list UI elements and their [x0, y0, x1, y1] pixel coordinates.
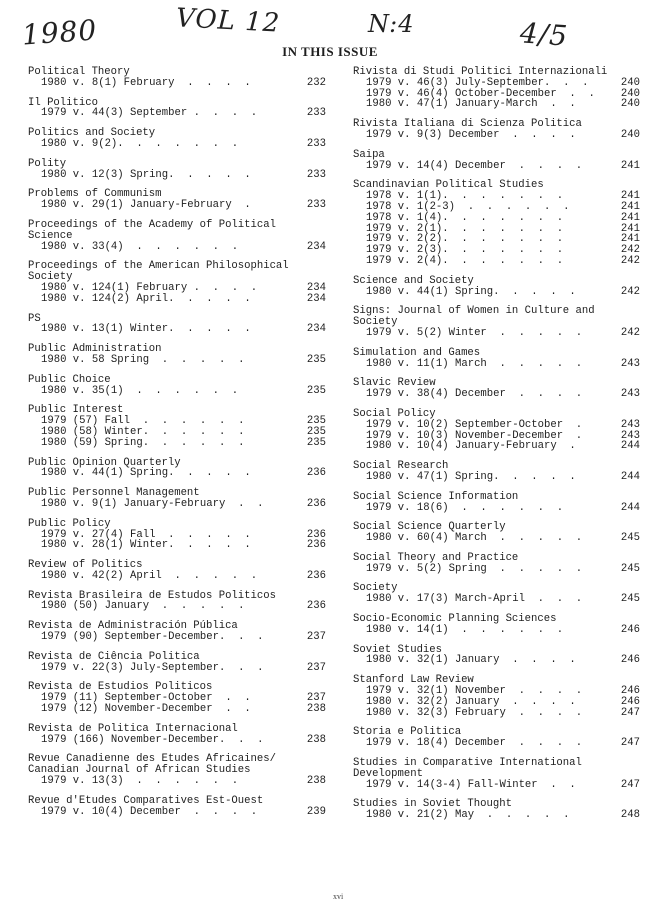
issue-line — [28, 735, 326, 746]
page-number: 241 — [620, 222, 640, 235]
issue-text: 1980 v. 60(4) March . . . . . — [366, 532, 583, 545]
page-heading: IN THIS ISSUE — [282, 44, 378, 59]
journal-entry — [28, 189, 326, 211]
page-number: 246 — [620, 654, 640, 667]
issue-text: 1978 v. 1(4). . . . . . . — [366, 211, 564, 224]
journal-entry — [353, 799, 640, 821]
journal-entry — [28, 220, 326, 252]
issue-text: 1979 v. 2(4). . . . . . . — [366, 254, 564, 267]
page-number: 243 — [620, 418, 640, 431]
journal-title: Signs: Journal of Women in Culture and Society — [353, 305, 595, 329]
journal-title: Studies in Soviet Thought — [353, 798, 512, 811]
journal-title: Problems of Communism — [28, 188, 162, 201]
journal-title: Proceedings of the Academy of Political Science — [28, 218, 276, 242]
issue-text: 1979 v. 38(4) December . . . . — [366, 388, 583, 401]
journal-entry — [28, 591, 326, 613]
issue-line — [353, 810, 640, 821]
page-number: 235 — [306, 353, 326, 366]
issue-text: 1978 v. 1(1). . . . . . . — [366, 190, 564, 203]
page-number: 246 — [620, 695, 640, 708]
page-number: 240 — [620, 76, 640, 89]
journal-entry — [28, 405, 326, 448]
page-number: 234 — [306, 240, 326, 253]
journal-title: Polity — [28, 157, 67, 170]
journal-entry — [353, 492, 640, 514]
journal-title: Public Opinion Quarterly — [28, 456, 181, 469]
issue-text: 1980 v. 32(1) January . . . . — [366, 654, 576, 667]
journal-entry — [28, 560, 326, 582]
journal-entry — [28, 314, 326, 336]
issue-text: 1979 v. 13(3) . . . . . . — [41, 775, 239, 788]
journal-title: Simulation and Games — [353, 346, 481, 359]
issue-line — [28, 571, 326, 582]
issue-text: 1980 v. 42(2) April . . . . . — [41, 569, 258, 582]
page-number: 243 — [620, 388, 640, 401]
journal-title: Political Theory — [28, 66, 130, 78]
page-number: 232 — [306, 76, 326, 89]
issue-line — [28, 632, 326, 643]
issue-line — [353, 420, 640, 431]
page-number: 243 — [620, 429, 640, 442]
issue-line — [28, 386, 326, 397]
issue-text: 1979 v. 44(3) September . . . . — [41, 107, 258, 120]
issue-line — [28, 170, 326, 181]
journal-title: Soviet Studies — [353, 643, 443, 656]
issue-line — [28, 704, 326, 715]
journal-title: Politics and Society — [28, 127, 156, 140]
issue-text: 1980 v. 17(3) March-April . . . — [366, 593, 583, 606]
issue-text: 1979 v. 14(4) December . . . . — [366, 159, 583, 172]
issue-text: 1979 v. 14(3-4) Fall-Winter . . — [366, 778, 576, 791]
issue-text: 1980 v. 47(1) January-March . . — [366, 98, 576, 111]
issue-text: 1979 (12) November-December . . — [41, 703, 251, 716]
journal-title: Revue d'Etudes Comparatives Est-Ouest — [28, 794, 264, 807]
issue-line — [353, 130, 640, 141]
journal-title: Revista de Politica Internacional — [28, 722, 238, 735]
issue-text: 1980 v. 8(1) February . . . . — [41, 76, 251, 89]
page-number: 236 — [306, 497, 326, 510]
issue-text: 1979 (11) September-October . . — [41, 692, 251, 705]
page-number: 240 — [620, 128, 640, 141]
issue-line — [28, 78, 326, 89]
page-number: 236 — [306, 539, 326, 552]
issue-line — [353, 472, 640, 483]
journal-entry — [353, 583, 640, 605]
issue-text: 1979 v. 27(4) Fall . . . . . — [41, 528, 251, 541]
issue-text: 1979 (57) Fall . . . . . . — [41, 415, 245, 428]
journal-entry — [28, 754, 326, 786]
journal-entry — [353, 348, 640, 370]
issue-text: 1979 (90) September-December. . . — [41, 631, 264, 644]
page-number: 247 — [620, 737, 640, 750]
journal-title: Science and Society — [353, 274, 474, 287]
issue-text: 1979 v. 10(4) December . . . . — [41, 805, 258, 818]
issue-line — [28, 324, 326, 335]
issue-text: 1980 (50) January . . . . . — [41, 600, 245, 613]
journal-entry — [28, 98, 326, 120]
page-number: 248 — [620, 809, 640, 822]
journal-entry — [353, 522, 640, 544]
page-number: 241 — [620, 211, 640, 224]
handwritten-volume: VOL 12 — [175, 3, 281, 39]
page-number: 242 — [620, 326, 640, 339]
page-number: 241 — [620, 159, 640, 172]
issue-text: 1980 v. 28(1) Winter. . . . . — [41, 539, 251, 552]
journal-title: Social Research — [353, 460, 449, 473]
page-number: 233 — [306, 199, 326, 212]
journal-title: Socio-Economic Planning Sciences — [353, 613, 557, 626]
issue-text: 1980 v. 33(4) . . . . . . — [41, 240, 239, 253]
journal-title: Il Politico — [28, 96, 98, 109]
journal-title: Rivista di Studi Politici Internazionali — [353, 66, 608, 78]
journal-entry — [353, 378, 640, 400]
page-number: 234 — [306, 281, 326, 294]
issue-text: 1979 (166) November-December. . . — [41, 733, 264, 746]
issue-line — [353, 533, 640, 544]
page-number: 233 — [306, 107, 326, 120]
page-number: 245 — [620, 593, 640, 606]
issue-line — [353, 625, 640, 636]
page-number: 235 — [306, 415, 326, 428]
journal-entry — [28, 375, 326, 397]
journal-title: Public Personnel Management — [28, 487, 200, 500]
page-number: 243 — [620, 357, 640, 370]
issue-line — [353, 328, 640, 339]
issue-line — [353, 564, 640, 575]
page-number: 244 — [620, 440, 640, 453]
page-number: 237 — [306, 661, 326, 674]
issue-text: 1979 v. 5(2) Winter . . . . . — [366, 326, 583, 339]
page-number: 246 — [620, 623, 640, 636]
issue-line — [353, 99, 640, 110]
issue-line — [353, 78, 640, 89]
issue-text: 1979 v. 5(2) Spring . . . . . — [366, 562, 583, 575]
journal-title: Slavic Review — [353, 377, 436, 390]
journal-entry — [353, 67, 640, 110]
journal-entry — [353, 675, 640, 718]
page-number: 242 — [620, 254, 640, 267]
issue-line — [28, 807, 326, 818]
page-number: 235 — [306, 425, 326, 438]
issue-line — [353, 441, 640, 452]
issue-text: 1978 v. 1(2-3) . . . . . . — [366, 200, 570, 213]
journal-title: Storia e Politica — [353, 726, 462, 739]
journal-title: PS — [28, 312, 41, 325]
journal-entry — [353, 727, 640, 749]
issue-text: 1980 v. 124(1) February . . . . — [41, 281, 258, 294]
page-number: 246 — [620, 685, 640, 698]
journal-title: Revista Brasileira de Estudos Politicos — [28, 589, 276, 602]
page-number: 233 — [306, 137, 326, 150]
issue-text: 1980 v. 35(1) . . . . . . — [41, 384, 239, 397]
left-column — [28, 67, 326, 826]
issue-line — [353, 389, 640, 400]
issue-line — [28, 139, 326, 150]
journal-entry — [28, 261, 326, 304]
journal-title: Scandinavian Political Studies — [353, 179, 544, 192]
right-column — [353, 67, 640, 830]
issue-text: 1980 v. 21(2) May . . . . . — [366, 809, 570, 822]
page-number: 234 — [306, 292, 326, 305]
issue-text: 1980 v. 29(1) January-February . — [41, 199, 251, 212]
page-number: 241 — [620, 200, 640, 213]
page-number-footer: xvi — [333, 892, 344, 901]
page-number: 244 — [620, 470, 640, 483]
journal-entry — [353, 276, 640, 298]
page-number: 241 — [620, 190, 640, 203]
issue-text: 1980 v. 13(1) Winter. . . . . — [41, 323, 251, 336]
issue-line — [353, 213, 640, 224]
issue-line — [28, 540, 326, 551]
journal-title: Studies in Comparative International Development — [353, 757, 582, 780]
page-number: 237 — [306, 692, 326, 705]
journal-title: Revue Canadienne des Etudes Africaines/ Canadian Journal of African Studies — [28, 753, 276, 777]
issue-line — [353, 655, 640, 666]
page-number: 236 — [306, 600, 326, 613]
journal-entry — [28, 159, 326, 181]
page-number: 247 — [620, 778, 640, 791]
issue-text: 1979 v. 32(1) November . . . . — [366, 685, 583, 698]
issue-line — [28, 601, 326, 612]
page-number: 240 — [620, 87, 640, 100]
journal-entry — [28, 344, 326, 366]
issue-line — [353, 256, 640, 267]
page-number: 238 — [306, 733, 326, 746]
issue-text: 1980 v. 124(2) April. . . . . — [41, 292, 251, 305]
journal-entry — [353, 614, 640, 636]
journal-title: Rivista Italiana di Scienza Politica — [353, 118, 582, 131]
issue-line — [28, 468, 326, 479]
page-number: 238 — [306, 703, 326, 716]
journal-title: Social Policy — [353, 407, 436, 420]
journal-title: Revista de Administración Pública — [28, 620, 238, 633]
issue-line — [28, 499, 326, 510]
page-number: 233 — [306, 168, 326, 181]
journal-title: Public Choice — [28, 373, 111, 386]
issue-text: 1980 v. 11(1) March . . . . . — [366, 357, 583, 370]
journal-entry — [353, 119, 640, 141]
issue-text: 1979 v. 9(3) December . . . . — [366, 128, 576, 141]
journal-entry — [353, 180, 640, 266]
issue-text: 1980 v. 32(3) February . . . . — [366, 706, 583, 719]
journal-title: Proceedings of the American Philosophical Society — [28, 260, 289, 284]
issue-line — [353, 738, 640, 749]
journal-entry — [353, 409, 640, 452]
page-number: 242 — [620, 285, 640, 298]
issue-text: 1980 (58) Winter. . . . . . — [41, 425, 245, 438]
handwritten-number: N:4 — [368, 10, 415, 38]
journal-entry — [353, 645, 640, 667]
page-number: 239 — [306, 805, 326, 818]
journal-title: Review of Politics — [28, 559, 143, 572]
page-number: 235 — [306, 436, 326, 449]
issue-line — [28, 294, 326, 305]
journal-title: Public Administration — [28, 343, 162, 356]
journal-title: Social Science Information — [353, 490, 519, 503]
issue-text: 1979 v. 46(4) October-December . . — [366, 87, 595, 100]
issue-text: 1979 v. 10(2) September-October . — [366, 418, 583, 431]
journal-entry — [353, 461, 640, 483]
journal-entry — [28, 128, 326, 150]
page-number: 238 — [306, 775, 326, 788]
issue-text: 1980 v. 14(1) . . . . . . — [366, 623, 564, 636]
issue-line — [28, 242, 326, 253]
page-number: 244 — [620, 501, 640, 514]
page-number: 241 — [620, 233, 640, 246]
issue-text: 1980 v. 58 Spring . . . . . — [41, 353, 245, 366]
journal-entry — [353, 758, 640, 790]
issue-line — [353, 594, 640, 605]
page-number: 245 — [620, 562, 640, 575]
journal-entry — [28, 682, 326, 714]
issue-line — [353, 708, 640, 719]
issue-text: 1980 v. 44(1) Spring. . . . . — [366, 285, 576, 298]
journal-title: Society — [353, 582, 398, 595]
issue-text: 1980 v. 12(3) Spring. . . . . — [41, 168, 251, 181]
page-number: 236 — [306, 467, 326, 480]
journal-title: Social Theory and Practice — [353, 551, 519, 564]
journal-title: Revista de Estudios Politicos — [28, 681, 213, 694]
journal-entry — [28, 724, 326, 746]
journal-title: Stanford Law Review — [353, 674, 474, 687]
issue-line — [353, 287, 640, 298]
issue-text: 1980 v. 47(1) Spring. . . . . — [366, 470, 576, 483]
page-number: 235 — [306, 384, 326, 397]
journal-title: Public Interest — [28, 404, 124, 417]
issue-line — [28, 438, 326, 449]
journal-entry — [28, 67, 326, 89]
journal-entry — [353, 553, 640, 575]
page-number: 242 — [620, 244, 640, 257]
issue-text: 1980 v. 32(2) January . . . . — [366, 695, 576, 708]
journal-entry — [353, 306, 640, 338]
issue-text: 1979 v. 18(6) . . . . . . — [366, 501, 564, 514]
issue-text: 1979 v. 22(3) July-September. . . — [41, 661, 264, 674]
issue-line — [28, 200, 326, 211]
handwritten-year: 1980 — [20, 13, 99, 52]
issue-line — [353, 503, 640, 514]
issue-text: 1980 v. 9(2). . . . . . . — [41, 137, 239, 150]
issue-line — [28, 776, 326, 787]
page-number: 234 — [306, 323, 326, 336]
page-number: 236 — [306, 528, 326, 541]
journal-entry — [28, 519, 326, 551]
issue-line — [353, 780, 640, 791]
issue-line — [28, 108, 326, 119]
issue-text: 1980 v. 9(1) January-February . . — [41, 497, 264, 510]
page-number: 237 — [306, 631, 326, 644]
page-number: 247 — [620, 706, 640, 719]
issue-line — [353, 161, 640, 172]
issue-text: 1979 v. 10(3) November-December . — [366, 429, 583, 442]
issue-text: 1979 v. 2(3). . . . . . . — [366, 244, 564, 257]
page-number: 240 — [620, 98, 640, 111]
journal-entry — [28, 488, 326, 510]
issue-line — [353, 359, 640, 370]
journal-entry — [28, 796, 326, 818]
journal-entry — [28, 652, 326, 674]
issue-text: 1979 v. 2(2). . . . . . . — [366, 233, 564, 246]
issue-line — [28, 663, 326, 674]
issue-line — [28, 355, 326, 366]
page-number: 236 — [306, 569, 326, 582]
issue-text: 1979 v. 46(3) July-September. . . — [366, 76, 589, 89]
journal-title: Saipa — [353, 148, 385, 161]
journal-entry — [28, 458, 326, 480]
journal-entry — [28, 621, 326, 643]
issue-text: 1980 v. 10(4) January-February . — [366, 440, 576, 453]
journal-title: Social Science Quarterly — [353, 521, 506, 534]
journal-title: Revista de Ciência Politica — [28, 650, 200, 663]
issue-text: 1980 v. 44(1) Spring. . . . . — [41, 467, 251, 480]
issue-text: 1979 v. 2(1). . . . . . . — [366, 222, 564, 235]
page-number: 245 — [620, 532, 640, 545]
journal-title: Public Policy — [28, 517, 111, 530]
handwritten-pages: 4/5 — [518, 16, 570, 53]
issue-text: 1980 (59) Spring. . . . . . — [41, 436, 245, 449]
journal-entry — [353, 150, 640, 172]
issue-text: 1979 v. 18(4) December . . . . — [366, 737, 583, 750]
